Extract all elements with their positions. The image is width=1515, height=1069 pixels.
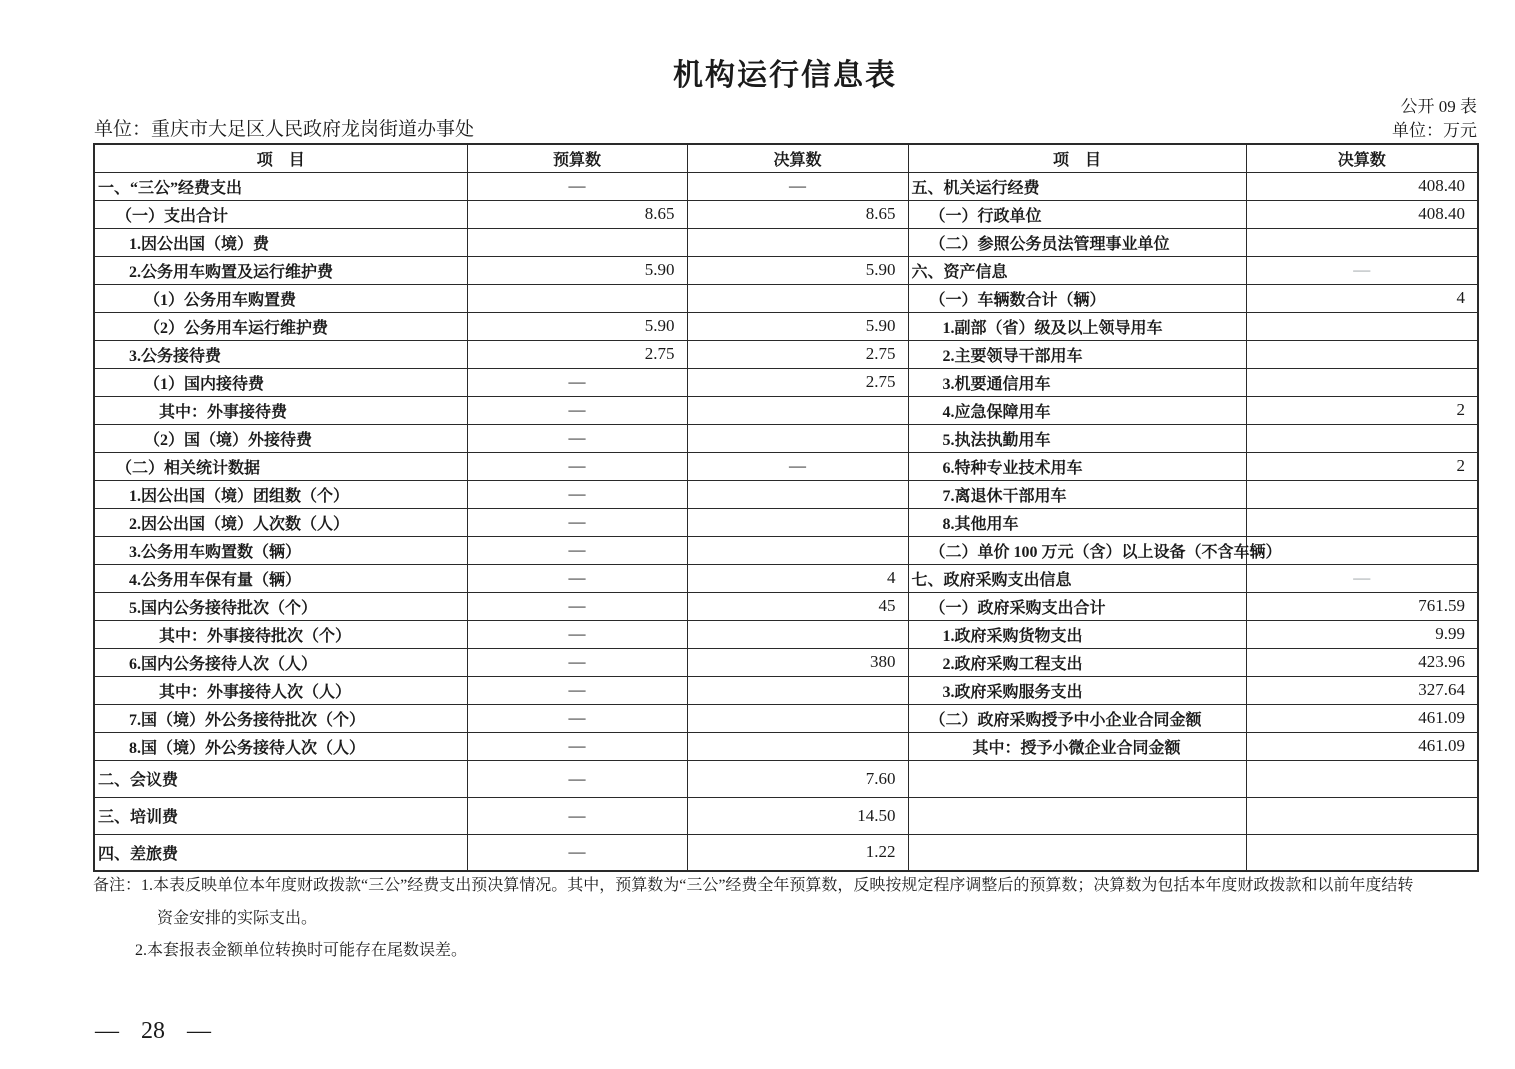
final-value-right: [1246, 480, 1478, 508]
item-label-right: 3.政府采购服务支出: [908, 676, 1246, 704]
budget-value: —: [467, 508, 687, 536]
item-label-left: 1.因公出国（境）费: [94, 228, 467, 256]
budget-value: —: [467, 396, 687, 424]
table-row: [94, 564, 1478, 592]
item-label-right: 5.执法执勤用车: [908, 424, 1246, 452]
item-label-left: 3.公务接待费: [94, 340, 467, 368]
table-row: [94, 396, 1478, 424]
operation-info-table: [93, 143, 1479, 872]
final-value-left: —: [687, 452, 908, 480]
final-value-right: 2: [1246, 452, 1478, 480]
item-label-right: 7.离退休干部用车: [908, 480, 1246, 508]
item-label-right: 4.应急保障用车: [908, 396, 1246, 424]
final-value-left: 5.90: [687, 312, 908, 340]
item-label-right: [908, 760, 1246, 797]
final-value-right: [1246, 834, 1478, 871]
final-value-right: [1246, 368, 1478, 396]
table-row: [94, 200, 1478, 228]
item-label-right: 六、资产信息: [908, 256, 1246, 284]
item-label-right: （二）政府采购授予中小企业合同金额: [908, 704, 1246, 732]
final-value-left: [687, 228, 908, 256]
item-label-right: 五、机关运行经费: [908, 172, 1246, 200]
item-label-left: 5.国内公务接待批次（个）: [94, 592, 467, 620]
budget-value: —: [467, 834, 687, 871]
table-row: [94, 508, 1478, 536]
final-value-right: 327.64: [1246, 676, 1478, 704]
column-header-item-right: 项 目: [908, 144, 1246, 172]
final-value-left: 5.90: [687, 256, 908, 284]
table-row: [94, 256, 1478, 284]
item-label-left: 三、培训费: [94, 797, 467, 834]
item-label-right: （一）政府采购支出合计: [908, 592, 1246, 620]
final-value-left: 14.50: [687, 797, 908, 834]
item-label-left: 其中：外事接待人次（人）: [94, 676, 467, 704]
footnote-line-1: [93, 876, 1493, 896]
item-label-left: 4.公务用车保有量（辆）: [94, 564, 467, 592]
table-row: [94, 312, 1478, 340]
footnote-line-3: 2.本套报表金额单位转换时可能存在尾数误差。: [135, 942, 468, 959]
item-label-left: （2）国（境）外接待费: [94, 424, 467, 452]
final-value-left: [687, 732, 908, 760]
table-header: [94, 144, 1478, 172]
table-row: [94, 228, 1478, 256]
footnote-prefix: 备注：: [93, 877, 142, 894]
item-label-right: [908, 834, 1246, 871]
budget-value: —: [467, 676, 687, 704]
final-value-right: 761.59: [1246, 592, 1478, 620]
item-label-right: （一）车辆数合计（辆）: [908, 284, 1246, 312]
budget-value: 8.65: [467, 200, 687, 228]
table-row: [94, 284, 1478, 312]
item-label-left: 3.公务用车购置数（辆）: [94, 536, 467, 564]
page-number: — 28 —: [95, 1018, 211, 1044]
table-row: [94, 480, 1478, 508]
table-row: [94, 676, 1478, 704]
reporting-unit-label: 单位：重庆市大足区人民政府龙岗街道办事处: [94, 119, 475, 140]
table-row: [94, 536, 1478, 564]
item-label-right: （二）单价 100 万元（含）以上设备（不含车辆）: [908, 536, 1246, 564]
budget-value: —: [467, 480, 687, 508]
item-label-left: （一）支出合计: [94, 200, 467, 228]
budget-value: —: [467, 424, 687, 452]
final-value-right: [1246, 228, 1478, 256]
table-code-label: 公开 09 表: [1400, 97, 1477, 116]
budget-value: 2.75: [467, 340, 687, 368]
table-row: [94, 592, 1478, 620]
item-label-left: 8.国（境）外公务接待人次（人）: [94, 732, 467, 760]
budget-value: [467, 228, 687, 256]
final-value-right: [1246, 424, 1478, 452]
budget-value: —: [467, 368, 687, 396]
item-label-left: （2）公务用车运行维护费: [94, 312, 467, 340]
item-label-left: 2.公务用车购置及运行维护费: [94, 256, 467, 284]
item-label-right: 6.特种专业技术用车: [908, 452, 1246, 480]
table-header-row: [94, 144, 1478, 172]
item-label-right: （一）行政单位: [908, 200, 1246, 228]
table-row: [94, 797, 1478, 834]
final-value-right: 9.99: [1246, 620, 1478, 648]
final-value-right: [1246, 797, 1478, 834]
item-label-left: 6.国内公务接待人次（人）: [94, 648, 467, 676]
footnotes: [93, 876, 1493, 961]
item-label-right: 3.机要通信用车: [908, 368, 1246, 396]
final-value-left: 380: [687, 648, 908, 676]
budget-value: —: [467, 760, 687, 797]
footnote-line-2: 资金安排的实际支出。: [157, 910, 318, 927]
final-value-left: [687, 676, 908, 704]
item-label-left: 2.因公出国（境）人次数（人）: [94, 508, 467, 536]
item-label-left: 一、“三公”经费支出: [94, 172, 467, 200]
final-value-right: [1246, 760, 1478, 797]
final-value-left: [687, 704, 908, 732]
budget-value: —: [467, 564, 687, 592]
final-value-left: 4: [687, 564, 908, 592]
budget-value: —: [467, 797, 687, 834]
item-label-left: （二）相关统计数据: [94, 452, 467, 480]
budget-value: —: [467, 732, 687, 760]
final-value-right: 461.09: [1246, 704, 1478, 732]
column-header-final-left: 决算数: [687, 144, 908, 172]
item-label-right: 其中：授予小微企业合同金额: [908, 732, 1246, 760]
budget-value: —: [467, 536, 687, 564]
budget-value: 5.90: [467, 256, 687, 284]
final-value-right: [1246, 340, 1478, 368]
final-value-left: [687, 424, 908, 452]
table-row: [94, 172, 1478, 200]
item-label-left: （1）公务用车购置费: [94, 284, 467, 312]
footnote-1-text: 1.本表反映单位本年度财政拨款“三公”经费支出预决算情况。其中，预算数为“三公”经费全年预算数，反映按规定程序调整后的预算数；决算数为包括本年度财政拨款和以前年度结转: [141, 877, 1414, 894]
column-header-item-left: 项 目: [94, 144, 467, 172]
final-value-left: 45: [687, 592, 908, 620]
table-row: [94, 620, 1478, 648]
final-value-left: 8.65: [687, 200, 908, 228]
final-value-left: [687, 284, 908, 312]
final-value-right: 2: [1246, 396, 1478, 424]
item-label-right: （二）参照公务员法管理事业单位: [908, 228, 1246, 256]
item-label-left: 1.因公出国（境）团组数（个）: [94, 480, 467, 508]
final-value-left: [687, 480, 908, 508]
final-value-right: —: [1246, 256, 1478, 284]
budget-value: —: [467, 592, 687, 620]
final-value-left: [687, 508, 908, 536]
item-label-left: 其中：外事接待费: [94, 396, 467, 424]
table-body: [94, 172, 1478, 871]
final-value-right: 4: [1246, 284, 1478, 312]
item-label-right: 七、政府采购支出信息: [908, 564, 1246, 592]
item-label-right: 1.政府采购货物支出: [908, 620, 1246, 648]
final-value-left: 2.75: [687, 368, 908, 396]
budget-value: 5.90: [467, 312, 687, 340]
final-value-right: —: [1246, 564, 1478, 592]
item-label-right: 2.政府采购工程支出: [908, 648, 1246, 676]
final-value-left: [687, 620, 908, 648]
table-row: [94, 452, 1478, 480]
budget-value: —: [467, 452, 687, 480]
budget-value: —: [467, 620, 687, 648]
final-value-right: [1246, 312, 1478, 340]
final-value-right: 461.09: [1246, 732, 1478, 760]
final-value-left: 2.75: [687, 340, 908, 368]
final-value-left: [687, 396, 908, 424]
table-row: [94, 760, 1478, 797]
item-label-left: 其中：外事接待批次（个）: [94, 620, 467, 648]
budget-value: —: [467, 704, 687, 732]
item-label-left: 7.国（境）外公务接待批次（个）: [94, 704, 467, 732]
final-value-left: —: [687, 172, 908, 200]
budget-value: —: [467, 648, 687, 676]
page-title: 机构运行信息表: [673, 59, 897, 92]
currency-unit-label: 单位：万元: [1392, 121, 1477, 140]
column-header-final-right: 决算数: [1246, 144, 1478, 172]
item-label-left: 二、会议费: [94, 760, 467, 797]
budget-value: [467, 284, 687, 312]
item-label-left: 四、差旅费: [94, 834, 467, 871]
item-label-right: 1.副部（省）级及以上领导用车: [908, 312, 1246, 340]
final-value-left: 7.60: [687, 760, 908, 797]
table-row: [94, 704, 1478, 732]
final-value-right: 423.96: [1246, 648, 1478, 676]
item-label-left: （1）国内接待费: [94, 368, 467, 396]
final-value-right: [1246, 508, 1478, 536]
final-value-right: 408.40: [1246, 172, 1478, 200]
item-label-right: [908, 797, 1246, 834]
column-header-budget: 预算数: [467, 144, 687, 172]
table-row: [94, 424, 1478, 452]
table-row: [94, 648, 1478, 676]
budget-value: —: [467, 172, 687, 200]
item-label-right: 8.其他用车: [908, 508, 1246, 536]
table-row: [94, 368, 1478, 396]
final-value-left: 1.22: [687, 834, 908, 871]
table-row: [94, 340, 1478, 368]
final-value-right: 408.40: [1246, 200, 1478, 228]
table-row: [94, 732, 1478, 760]
final-value-left: [687, 536, 908, 564]
item-label-right: 2.主要领导干部用车: [908, 340, 1246, 368]
table-row: [94, 834, 1478, 871]
